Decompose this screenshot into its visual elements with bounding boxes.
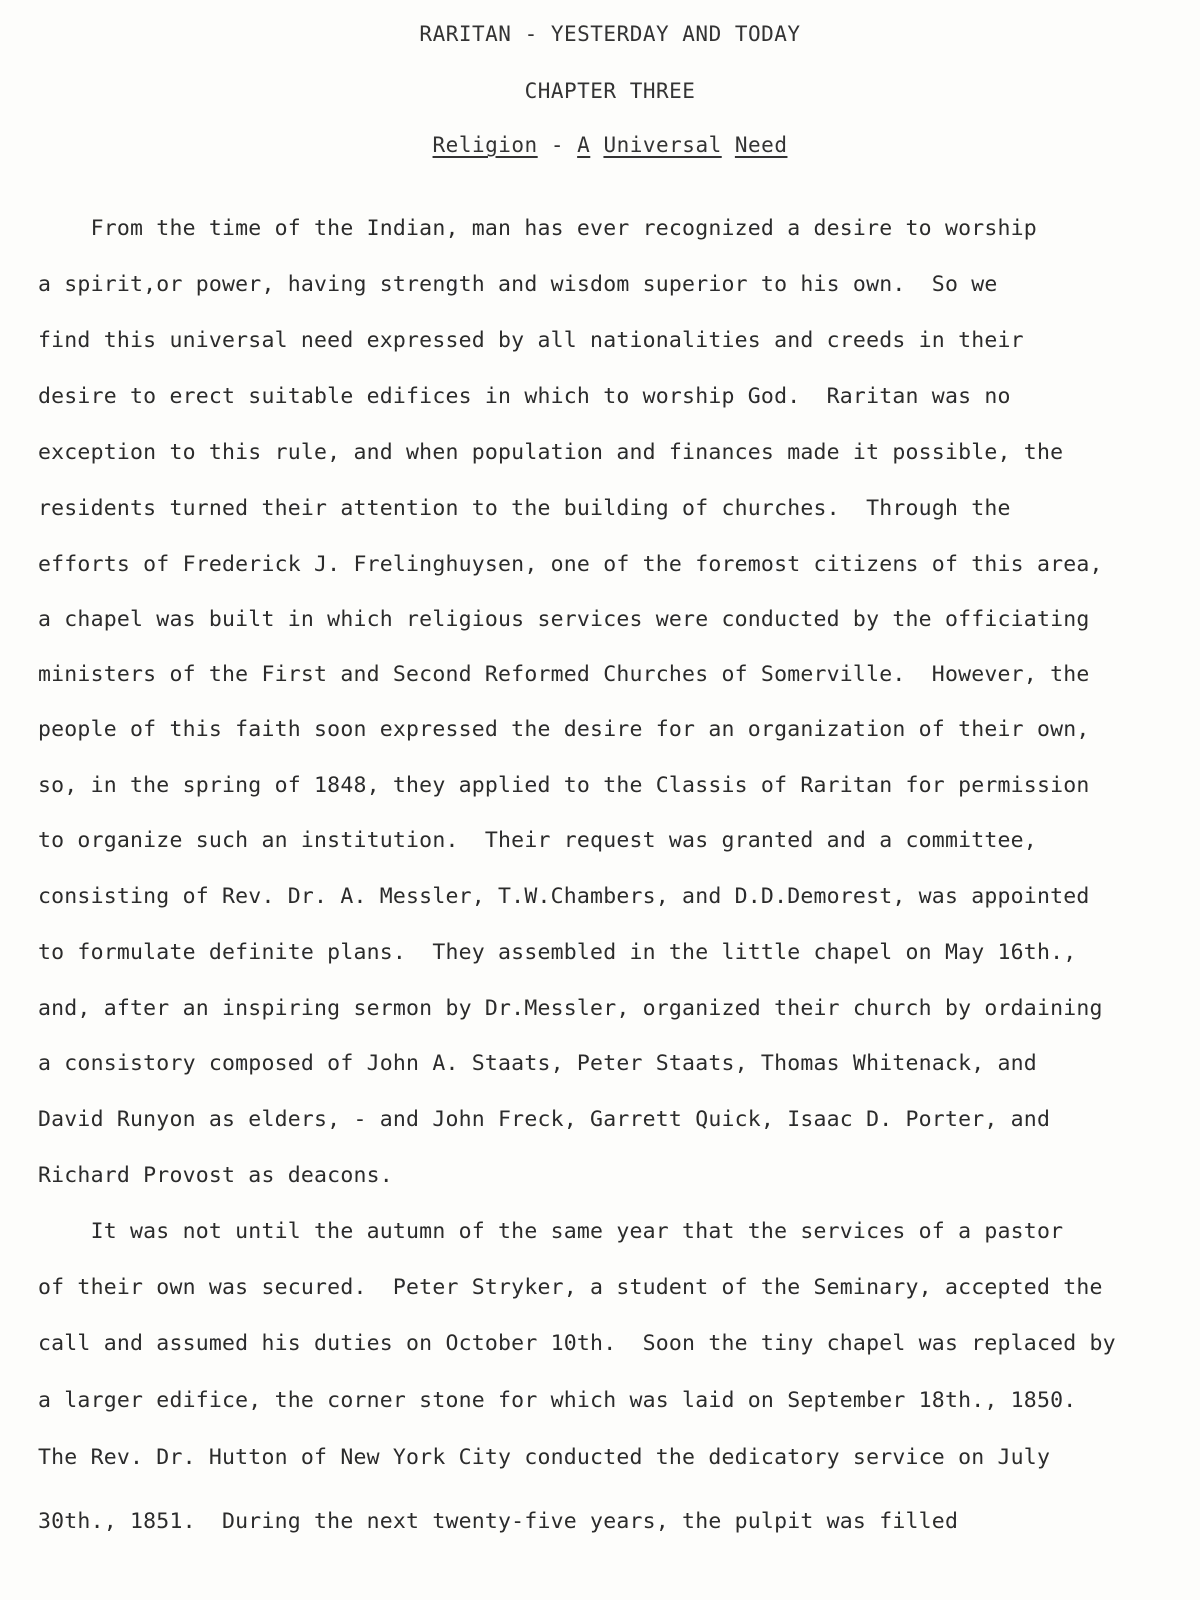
subtitle-a: A	[577, 133, 591, 157]
text-line: and, after an inspiring sermon by Dr.Messler, organized their church by ordaining	[38, 996, 1103, 1021]
text-line: From the time of the Indian, man has ever recognized a desire to worship	[38, 216, 1037, 241]
text-line: 30th., 1851. During the next twenty-five years, the pulpit was filled	[38, 1509, 959, 1534]
text-line: Richard Provost as deacons.	[38, 1163, 393, 1188]
text-line: desire to erect suitable edifices in which to worship God. Raritan was no	[38, 384, 1011, 409]
text-line: a larger edifice, the corner stone for which was laid on September 18th., 1850.	[38, 1388, 1077, 1413]
subtitle-separator: -	[537, 133, 578, 157]
text-line: call and assumed his duties on October 10th. Soon the tiny chapel was replaced by	[38, 1331, 1116, 1356]
text-line: exception to this rule, and when population and finances made it possible, the	[38, 440, 1064, 465]
text-line: a chapel was built in which religious services were conducted by the officiating	[38, 607, 1090, 632]
subtitle-need: Need	[734, 133, 788, 157]
text-line: to organize such an institution. Their request was granted and a committee,	[38, 828, 1037, 853]
text-line: consisting of Rev. Dr. A. Messler, T.W.Chambers, and D.D.Demorest, was appointed	[38, 884, 1090, 909]
text-line: It was not until the autumn of the same year that the services of a pastor	[38, 1219, 1064, 1244]
subtitle-religion: Religion	[432, 133, 538, 157]
text-line: to formulate definite plans. They assembled in the little chapel on May 16th.,	[38, 940, 1077, 965]
text-line: ministers of the First and Second Reformed Churches of Somerville. However, the	[38, 662, 1090, 687]
text-line: find this universal need expressed by all nationalities and creeds in their	[38, 328, 1024, 353]
subtitle-universal: Universal	[603, 133, 722, 157]
chapter-heading: CHAPTER THREE	[524, 79, 696, 103]
section-subtitle	[10, 133, 1200, 157]
text-line: The Rev. Dr. Hutton of New York City conducted the dedicatory service on July	[38, 1445, 1051, 1470]
text-line: efforts of Frederick J. Frelinghuysen, one of the foremost citizens of this area,	[38, 552, 1103, 577]
text-line: a consistory composed of John A. Staats, Peter Staats, Thomas Whitenack, and	[38, 1051, 1037, 1076]
text-line: of their own was secured. Peter Stryker, a student of the Seminary, accepted the	[38, 1275, 1103, 1300]
text-line: so, in the spring of 1848, they applied to the Classis of Raritan for permission	[38, 773, 1090, 798]
text-line: people of this faith soon expressed the desire for an organization of their own,	[38, 717, 1090, 742]
text-line: David Runyon as elders, - and John Freck, Garrett Quick, Isaac D. Porter, and	[38, 1107, 1051, 1132]
text-line: residents turned their attention to the building of churches. Through the	[38, 496, 1011, 521]
text-line: a spirit,or power, having strength and wisdom superior to his own. So we	[38, 272, 998, 297]
document-title: RARITAN - YESTERDAY AND TODAY	[419, 22, 801, 46]
